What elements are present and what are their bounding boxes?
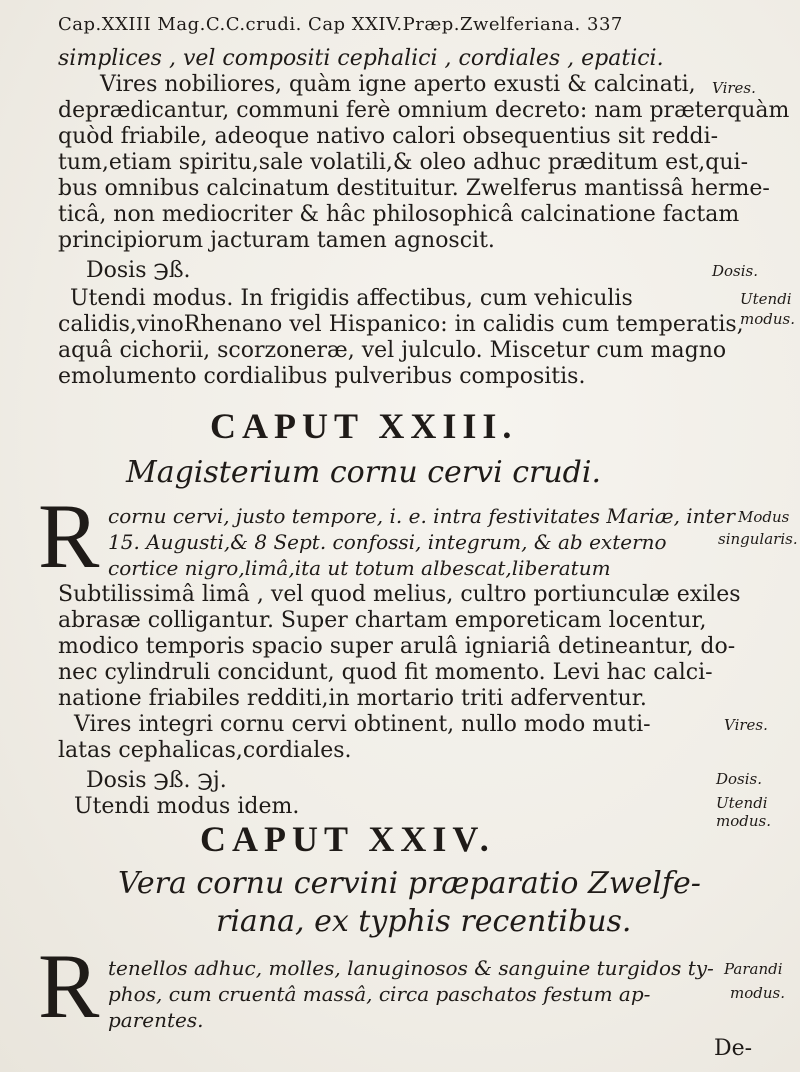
margin-note: Utendi — [740, 290, 792, 308]
utendi-line: Utendi modus idem. — [74, 794, 300, 819]
margin-note: Dosis. — [712, 262, 759, 280]
margin-note: Vires. — [724, 716, 768, 734]
margin-note: modus. — [730, 984, 785, 1002]
margin-note: Modus — [738, 508, 790, 526]
text-line: phos, cum cruentâ massâ, circa paschatos festum ap- — [108, 982, 651, 1006]
text-line: natione friabiles redditi,in mortario triti adferventur. — [58, 686, 647, 711]
margin-note: modus. — [716, 812, 771, 830]
text-line: Vires integri cornu cervi obtinent, nullo modo muti- — [74, 712, 651, 737]
text-line: nec cylindruli concidunt, quod fit momento. Levi hac calci- — [58, 660, 713, 685]
text-line: Subtilissimâ limâ , vel quod melius, cultro portiunculæ exiles — [58, 582, 741, 607]
page-number: 337 — [587, 14, 623, 35]
margin-note: modus. — [740, 310, 795, 328]
margin-note: Utendi — [716, 794, 768, 812]
chapter-heading: CAPUT XXIII. — [210, 406, 518, 446]
text-line: Vires nobiliores, quàm igne aperto exusti & calcinati, — [100, 72, 696, 97]
text-line: latas cephalicas,cordiales. — [58, 738, 352, 763]
text-line: deprædicantur, communi ferè omnium decreto: nam præterquàm — [58, 98, 790, 123]
text-line: emolumento cordialibus pulveribus compositis. — [58, 364, 586, 389]
text-line: Utendi modus. In frigidis affectibus, cum vehiculis — [70, 286, 633, 311]
text-line: quòd friabile, adeoque nativo calori obsequentius sit reddi- — [58, 124, 719, 149]
margin-note: Dosis. — [716, 770, 763, 788]
running-title: Cap.XXIII Mag.C.C.crudi. Cap XXIV.Præp.Zwelferiana. — [58, 14, 581, 35]
running-header — [58, 14, 738, 35]
chapter-title: Vera cornu cervini præparatio Zwelfe- — [118, 866, 701, 901]
text-line: calidis,vinoRhenano vel Hispanico: in calidis cum temperatis, — [58, 312, 744, 337]
text-line: 15. Augusti,& 8 Sept. confossi, integrum, & ab externo — [108, 530, 667, 554]
text-line: modico temporis spacio super arulâ igniariâ detineantur, do- — [58, 634, 736, 659]
chapter-title: riana, ex typhis recentibus. — [216, 904, 632, 939]
drop-cap: R — [38, 485, 100, 587]
text-line: tenellos adhuc, molles, lanuginosos & sanguine turgidos ty- — [108, 956, 714, 980]
dosis-line: Dosis ℈ß. ℈j. — [86, 768, 227, 793]
chapter-title: Magisterium cornu cervi crudi. — [126, 455, 602, 490]
text-line: principiorum jacturam tamen agnoscit. — [58, 228, 495, 253]
margin-note: Parandi — [724, 960, 783, 978]
drop-cap: R — [38, 935, 100, 1037]
margin-note: Vires. — [712, 79, 756, 97]
margin-note: singularis. — [718, 530, 798, 548]
dosis-line: Dosis ℈ß. — [86, 258, 191, 283]
text-line: cortice nigro,limâ,ita ut totum albescat,liberatum — [108, 556, 611, 580]
text-line: cornu cervi, justo tempore, i. e. intra festivitates Mariæ, inter — [108, 504, 735, 528]
text-line: simplices , vel compositi cephalici , cordiales , epatici. — [58, 46, 664, 71]
chapter-heading: CAPUT XXIV. — [200, 819, 495, 859]
text-line: aquâ cichorii, scorzoneræ, vel julculo. Miscetur cum magno — [58, 338, 727, 363]
catchword: De- — [714, 1036, 753, 1061]
text-line: ticâ, non mediocriter & hâc philosophicâ calcinatione factam — [58, 202, 740, 227]
text-line: bus omnibus calcinatum destituitur. Zwelferus mantissâ herme- — [58, 176, 770, 201]
text-line: tum,etiam spiritu,sale volatili,& oleo adhuc præditum est,qui- — [58, 150, 749, 175]
text-line: abrasæ colligantur. Super chartam emporeticam locentur, — [58, 608, 707, 633]
text-line: parentes. — [108, 1008, 204, 1032]
